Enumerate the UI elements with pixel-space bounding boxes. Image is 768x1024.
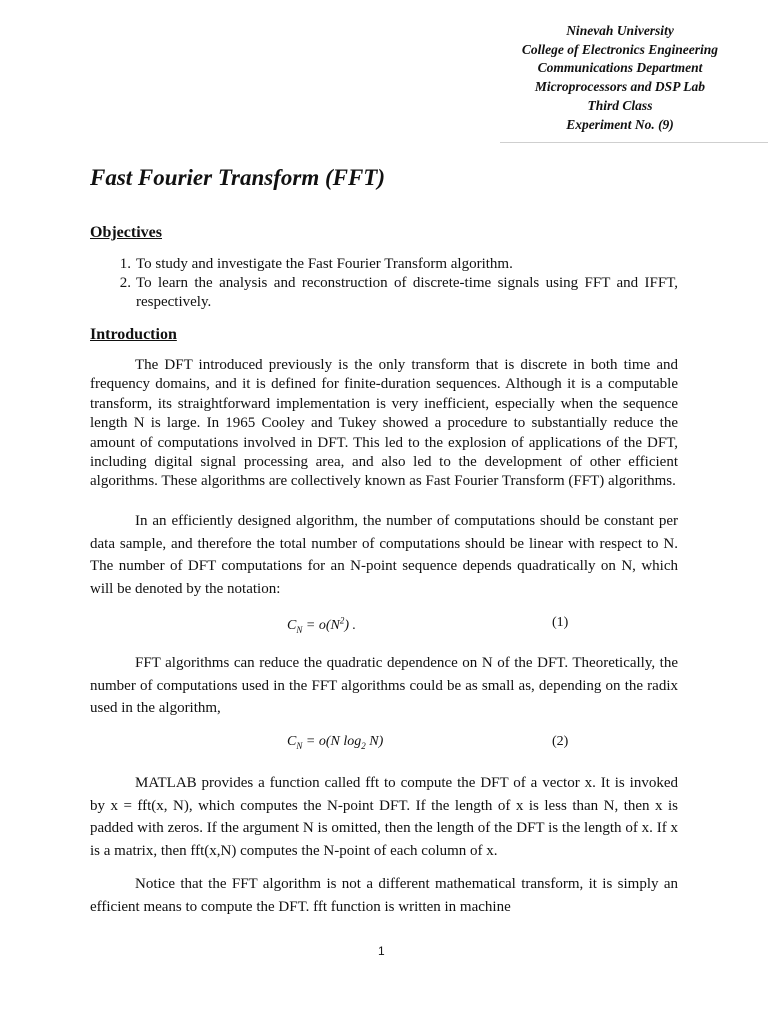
intro-paragraph-1: The DFT introduced previously is the only transform that is discrete in both time and frequency domains, and it is defined for finite-duration sequences. Although it is a computable transform, its straightforward implementation is very inefficient, especially when the sequence length N is large. In 1965 Cooley and Tukey showed a procedure to substantially reduce the amount of computations involved in DFT. This led to the explosion of applications of the DFT, including digital signal processing area, and also led to the development of other efficient algorithms. These algorithms are collectively known as Fast Fourier Transform (FFT) algorithms. [90, 357, 678, 490]
list-item-number: 1. [119, 256, 131, 272]
header-university: Ninevah University [566, 23, 674, 38]
equation-1: $C_N = o(N^2)$ . [287, 615, 356, 635]
page-number: 1 [378, 944, 385, 958]
equation-1-number: (1) [552, 615, 569, 630]
header-college: College of Electronics Engineering [521, 41, 719, 57]
document-title: Fast Fourier Transform (FFT) [90, 165, 386, 190]
intro-paragraph-4: MATLAB provides a function called fft to compute the DFT of a vector x. It is invoked by x = fft(x, N), which computes the N-point DFT. If the length of x is less than N, then x is padded with zeros. If the argument N is omitted, then the length of the DFT is the length of x. If x is a matrix, then fft(x,N) computes the N-point of each column of x. [90, 775, 678, 859]
header-divider [500, 142, 768, 143]
header-department: Communications Department [537, 60, 703, 76]
list-item [90, 255, 678, 274]
header-experiment: Experiment No. (9) [566, 116, 674, 132]
equation-2-number: (2) [552, 734, 569, 749]
objectives-heading: Objectives [90, 224, 162, 241]
objectives-list [90, 255, 678, 312]
header-class: Third Class [587, 97, 653, 113]
intro-paragraph-5: Notice that the FFT algorithm is not a different mathematical transform, it is simply an efficient means to compute the DFT. fft function is written in machine [90, 876, 678, 915]
introduction-heading: Introduction [90, 326, 177, 343]
intro-paragraph-2: In an efficiently designed algorithm, the number of computations should be constant per data sample, and therefore the total number of computations should be linear with respect to N. The number of DFT computations for an N-point sequence depends quadratically on N, which will be denoted by the notation: [90, 513, 678, 597]
equation-2: $C_N = o(N$ $\log_2 N$) [287, 734, 384, 751]
intro-paragraph-3: FFT algorithms can reduce the quadratic dependence on N of the DFT. Theoretically, the number of computations used in the FFT algorithms could be as small as, depending on the radix used in the algorithm, [90, 655, 678, 716]
document-header [500, 22, 740, 134]
list-item [90, 274, 678, 312]
list-item-text: To study and investigate the Fast Fourier Transform algorithm. [136, 256, 513, 272]
header-lab: Microprocessors and DSP Lab [534, 79, 706, 95]
list-item-text: To learn the analysis and reconstruction of discrete-time signals using FFT and IFFT, respectively. [136, 275, 678, 310]
list-item-number: 2. [119, 275, 131, 291]
